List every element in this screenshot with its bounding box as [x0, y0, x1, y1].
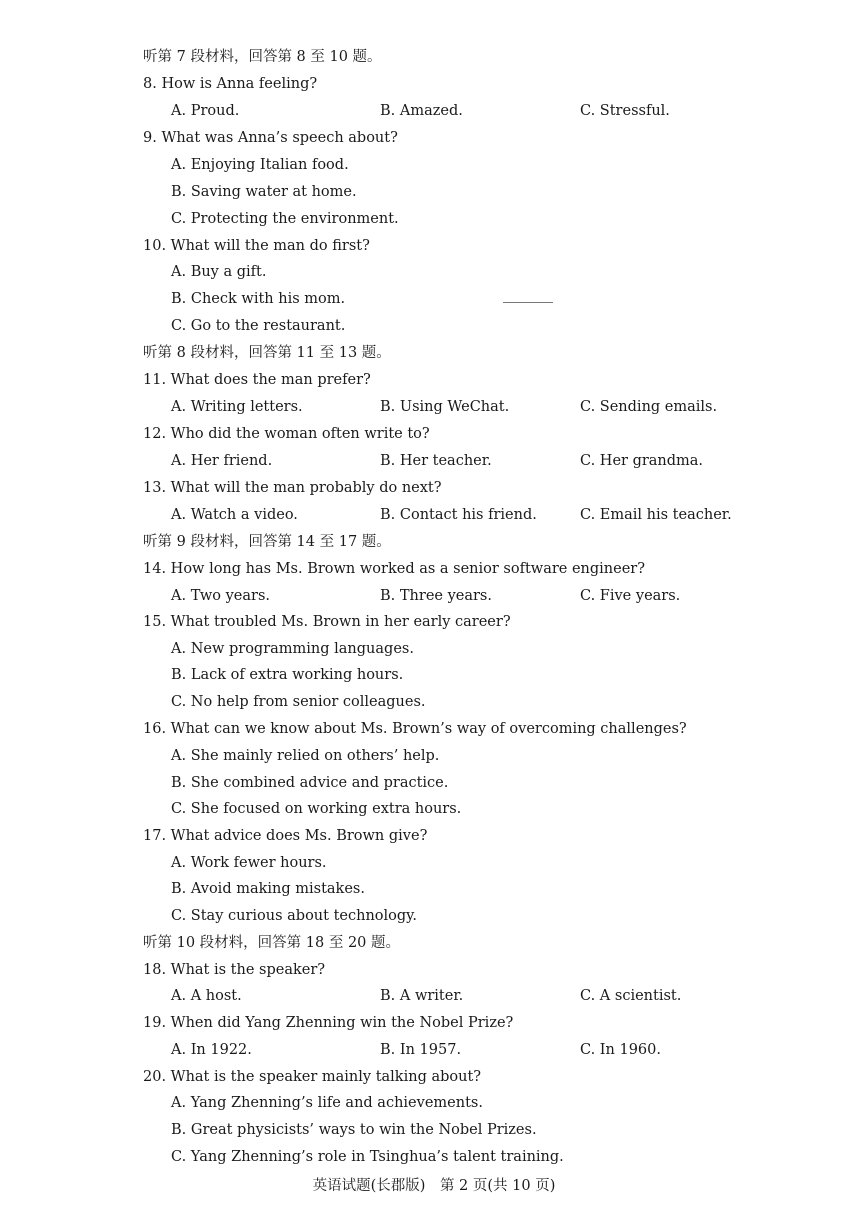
question-12: 12. Who did the woman often write to?: [143, 426, 430, 442]
section-heading-8: 听第 8 段材料，回答第 11 至 13 题。: [143, 345, 391, 361]
option-11c: C. Sending emails.: [580, 399, 718, 415]
question-8: 8. How is Anna feeling?: [143, 76, 318, 92]
question-13: 13. What will the man probably do next?: [143, 480, 442, 496]
option-17b: B. Avoid making mistakes.: [171, 881, 365, 897]
section-heading-9: 听第 9 段材料，回答第 14 至 17 题。: [143, 534, 391, 550]
option-8c: C. Stressful.: [580, 103, 670, 119]
option-19a: A. In 1922.: [171, 1042, 252, 1058]
option-12c: C. Her grandma.: [580, 453, 704, 469]
option-12b: B. Her teacher.: [380, 453, 492, 469]
stray-mark-divider: [503, 302, 553, 303]
question-18: 18. What is the speaker?: [143, 962, 326, 978]
options-11: [171, 397, 791, 417]
question-10: 10. What will the man do first?: [143, 238, 370, 254]
option-12a: A. Her friend.: [171, 453, 273, 469]
section-heading-10: 听第 10 段材料，回答第 18 至 20 题。: [143, 935, 401, 951]
option-19c: C. In 1960.: [580, 1042, 661, 1058]
option-13c: C. Email his teacher.: [580, 507, 732, 523]
question-11: 11. What does the man prefer?: [143, 372, 371, 388]
option-10c: C. Go to the restaurant.: [171, 318, 346, 334]
option-20b: B. Great physicists’ ways to win the Nobel Prizes.: [171, 1122, 537, 1138]
option-11a: A. Writing letters.: [171, 399, 303, 415]
option-11b: B. Using WeChat.: [380, 399, 510, 415]
options-18: [171, 986, 791, 1006]
option-14a: A. Two years.: [171, 588, 270, 604]
option-20c: C. Yang Zhenning’s role in Tsinghua’s talent training.: [171, 1149, 564, 1165]
question-19: 19. When did Yang Zhenning win the Nobel Prize?: [143, 1015, 514, 1031]
option-14b: B. Three years.: [380, 588, 492, 604]
question-9: 9. What was Anna’s speech about?: [143, 130, 398, 146]
option-9c: C. Protecting the environment.: [171, 211, 399, 227]
option-15c: C. No help from senior colleagues.: [171, 694, 426, 710]
question-16: 16. What can we know about Ms. Brown’s way of overcoming challenges?: [143, 721, 687, 737]
question-20: 20. What is the speaker mainly talking about?: [143, 1069, 482, 1085]
option-18c: C. A scientist.: [580, 988, 682, 1004]
option-15b: B. Lack of extra working hours.: [171, 667, 404, 683]
option-8a: A. Proud.: [171, 103, 240, 119]
options-14: [171, 586, 791, 606]
question-15: 15. What troubled Ms. Brown in her early career?: [143, 614, 511, 630]
option-16c: C. She focused on working extra hours.: [171, 801, 462, 817]
options-12: [171, 451, 791, 471]
section-heading-7: 听第 7 段材料，回答第 8 至 10 题。: [143, 49, 382, 65]
option-17c: C. Stay curious about technology.: [171, 908, 418, 924]
page-footer: 英语试题(长郡版) 第 2 页(共 10 页): [312, 1178, 556, 1194]
option-10b: B. Check with his mom.: [171, 291, 346, 307]
option-18a: A. A host.: [171, 988, 242, 1004]
options-8: [171, 101, 791, 121]
option-13b: B. Contact his friend.: [380, 507, 537, 523]
option-16a: A. She mainly relied on others’ help.: [171, 748, 440, 764]
option-15a: A. New programming languages.: [171, 641, 414, 657]
options-19: [171, 1040, 791, 1060]
option-14c: C. Five years.: [580, 588, 681, 604]
option-16b: B. She combined advice and practice.: [171, 775, 449, 791]
question-17: 17. What advice does Ms. Brown give?: [143, 828, 428, 844]
options-13: [171, 505, 791, 525]
question-14: 14. How long has Ms. Brown worked as a senior software engineer?: [143, 561, 646, 577]
option-17a: A. Work fewer hours.: [171, 855, 327, 871]
option-19b: B. In 1957.: [380, 1042, 462, 1058]
option-10a: A. Buy a gift.: [171, 264, 267, 280]
option-20a: A. Yang Zhenning’s life and achievements.: [171, 1095, 483, 1111]
option-9a: A. Enjoying Italian food.: [171, 157, 349, 173]
option-18b: B. A writer.: [380, 988, 464, 1004]
option-8b: B. Amazed.: [380, 103, 463, 119]
option-9b: B. Saving water at home.: [171, 184, 357, 200]
option-13a: A. Watch a video.: [171, 507, 298, 523]
